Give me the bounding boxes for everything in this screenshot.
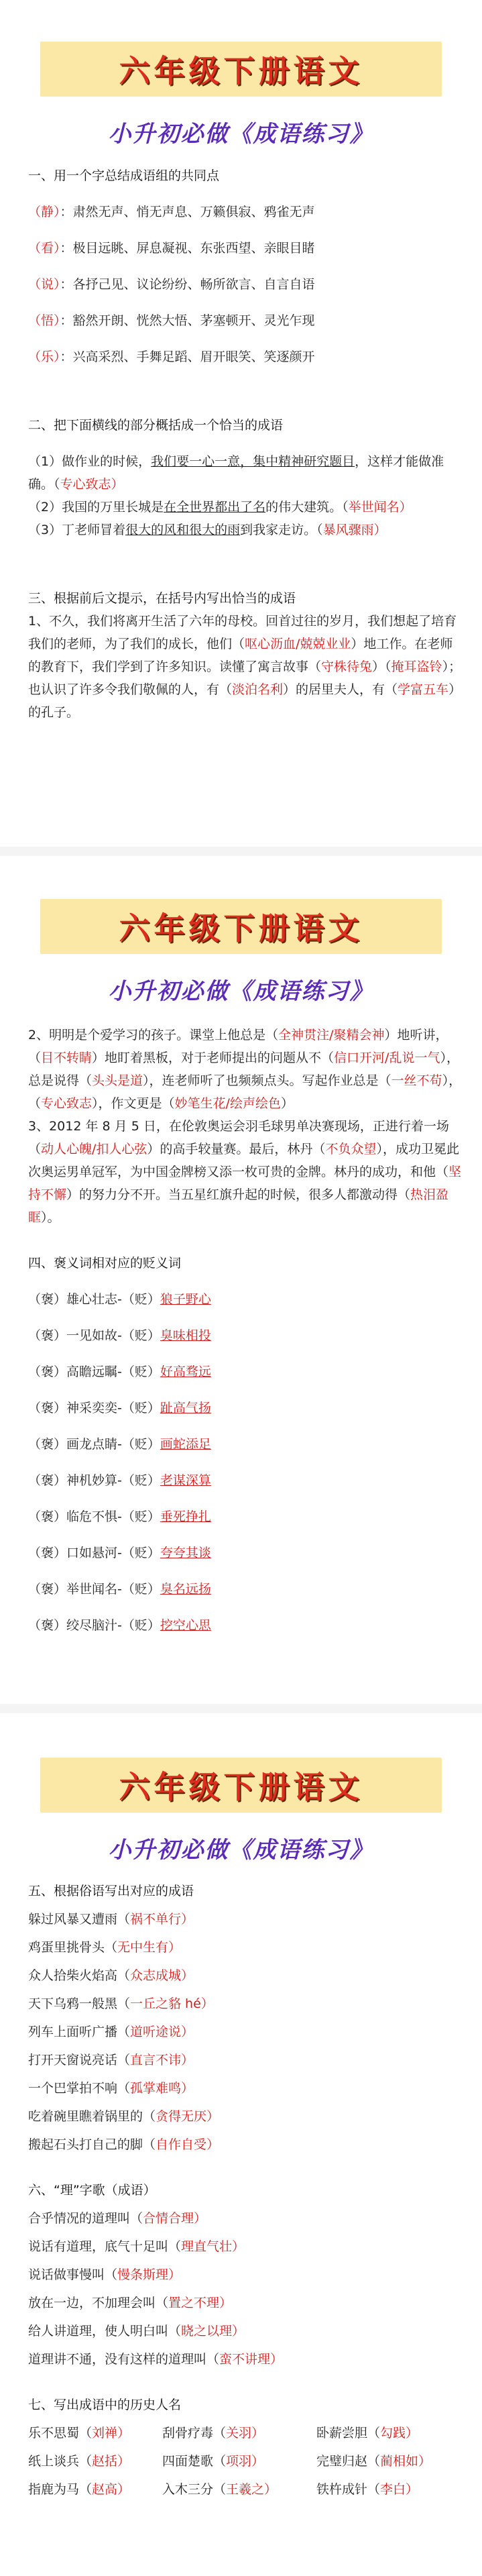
subtitle: 小升初必做《成语练习》 [108,978,374,1005]
section-1-list [28,201,464,368]
section-3-heading: 三、根据前后文提示，在括号内写出恰当的成语 [28,591,296,606]
card3-content [28,1880,464,2501]
list-item: （褒）神采奕奕-（贬）趾高气扬 [28,1401,211,1415]
list-item: 列车上面听广播（道听途说） [28,2025,194,2039]
divider [0,1704,482,1713]
list-item: （褒）神机妙算-（贬）老谋深算 [28,1473,211,1488]
list-item: 说话有道理，底气十足叫（理直气壮） [28,2239,245,2254]
list-item: （褒）绞尽脑汁-（贬）挖空心思 [28,1618,211,1633]
list-item: 躲过风暴又遭雨（祸不单行） [28,1912,194,1927]
list-item: （静）：肃然无声、悄无声息、万籁俱寂、鸦雀无声 [28,205,315,219]
grid-cell: 卧薪尝胆（勾践） [316,2426,419,2440]
banner-title: 六年级下册语文 [119,1769,363,1805]
list-item: （褒）一见如故-（贬）臭味相投 [28,1328,211,1343]
worksheet-card-1 [0,0,482,832]
subtitle: 小升初必做《成语练习》 [108,1837,374,1864]
question-2-2: （2）我国的万里长城是在全世界都出了名的伟大建筑。（举世闻名） [28,500,412,515]
list-item: 天下乌鸦一般黑（一丘之貉 hé） [28,1996,214,2011]
list-item: （褒）口如悬河-（贬）夸夸其谈 [28,1546,211,1560]
divider [0,847,482,856]
list-item: （褒）临危不惧-（贬）垂死挣扎 [28,1509,211,1524]
subtitle: 小升初必做《成语练习》 [108,121,374,148]
list-item: 说话做事慢叫（慢条斯理） [28,2267,182,2282]
section-5-list [28,1908,464,2156]
title-banner [40,899,442,954]
section-6-list [28,2207,464,2371]
worksheet-card-3 [0,1724,482,2576]
grid-cell: 铁杵成针（李白） [316,2482,419,2497]
section-4-list [28,1288,464,1637]
section-7-grid [28,2422,464,2501]
card2-content [28,1024,464,1637]
list-item: 放在一边，不加理会叫（置之不理） [28,2296,233,2310]
passage-2: 2、明明是个爱学习的孩子。课堂上他总是（全神贯注/聚精会神）地听讲，（目不转睛）地盯着黑板，对于老师提出的问题从不（信口开河/乱说一气），总是说得（头头是道），连老师听了也频频点头。写起作业总是（一丝不苟），（专心致志），作文更是（妙笔生花/绘声绘色） [28,1028,462,1111]
grid-cell: 完璧归赵（蔺相如） [316,2454,432,2469]
grid-cell: 乐不思蜀（刘禅） [28,2426,131,2440]
list-item: （悟）：豁然开朗、恍然大悟、茅塞顿开、灵光乍现 [28,313,315,328]
list-item: 合乎情况的道理叫（合情合理） [28,2211,207,2226]
list-item: 鸡蛋里挑骨头（无中生有） [28,1940,182,1955]
section-2-heading: 二、把下面横线的部分概括成一个恰当的成语 [28,418,284,433]
list-item: （看）：极目远眺、屏息凝视、东张西望、亲眼目睹 [28,241,315,256]
list-item: （褒）雄心壮志-（贬）狼子野心 [28,1292,211,1307]
card1-content [28,164,464,724]
section-6-heading: 六、“理”字歌（成语） [28,2183,156,2198]
question-2-3: （3）丁老师冒着很大的风和很大的雨到我家走访。（暴风骤雨） [28,523,387,537]
list-item: 道理讲不通，没有这样的道理叫（蛮不讲理） [28,2352,284,2367]
grid-cell: 入木三分（王羲之） [162,2482,278,2497]
section-4-heading: 四、褒义词相对应的贬义词 [28,1256,182,1271]
title-banner [40,1758,442,1813]
section-1-heading: 一、用一个字总结成语组的共同点 [28,168,220,183]
list-item: （乐）：兴高采烈、手舞足蹈、眉开眼笑、笑逐颜开 [28,350,315,364]
section-7-heading: 七、写出成语中的历史人名 [28,2398,182,2412]
list-item: 吃着碗里瞧着锅里的（贪得无厌） [28,2109,220,2124]
list-item: 搬起石头打自己的脚（自作自受） [28,2137,220,2152]
passage-3: 3、2012 年 8 月 5 日，在伦敦奥运会羽毛球男单决赛现场，正进行着一场（动人心魄/扣人心弦）的高手较量赛。最后，林丹（不负众望），成功卫冕此次奥运男单冠军，为中国金牌榜又添一枚可贵的金牌。林丹的成功，和他（坚持不懈）的努力分不开。当五星红旗升起的时候，很多人都激动得（热泪盈眶）。 [28,1119,462,1225]
list-item: （褒）高瞻远瞩-（贬）好高骛远 [28,1364,211,1379]
section-5-heading: 五、根据俗语写出对应的成语 [28,1884,194,1898]
question-2-1: （1）做作业的时候，我们要一心一意，集中精神研究题目，这样才能做准确。（专心致志） [28,454,444,492]
list-item: （说）：各抒己见、议论纷纷、畅所欲言、自言自语 [28,277,315,292]
worksheet-card-2 [0,865,482,1690]
list-item: 打开天窗说亮话（直言不讳） [28,2053,194,2068]
banner-title: 六年级下册语文 [119,53,363,89]
grid-cell: 指鹿为马（赵高） [28,2482,131,2497]
grid-cell: 纸上谈兵（赵括） [28,2454,131,2469]
list-item: （褒）举世闻名-（贬）臭名远扬 [28,1582,211,1597]
list-item: 给人讲道理，使人明白叫（晓之以理） [28,2324,245,2339]
banner-title: 六年级下册语文 [119,910,363,947]
passage-1: 1、不久，我们将离开生活了六年的母校。回首过往的岁月，我们想起了培育我们的老师，为了我们的成长，他们（呕心沥血/兢兢业业）地工作。在老师的教育下，我们学到了许多知识。读懂了寓言故事（守株待兔）（掩耳盗铃）；也认识了许多令我们敬佩的人，有（淡泊名利）的居里夫人，有（学富五车）的孔子。 [28,614,462,720]
grid-cell: 刮骨疗毒（关羽） [162,2426,265,2440]
list-item: 众人拾柴火焰高（众志成城） [28,1968,194,1983]
title-banner [40,42,442,97]
grid-cell: 四面楚歌（项羽） [162,2454,265,2469]
list-item: （褒）画龙点睛-（贬）画蛇添足 [28,1437,211,1452]
list-item: 一个巴掌拍不响（孤掌难鸣） [28,2081,194,2096]
